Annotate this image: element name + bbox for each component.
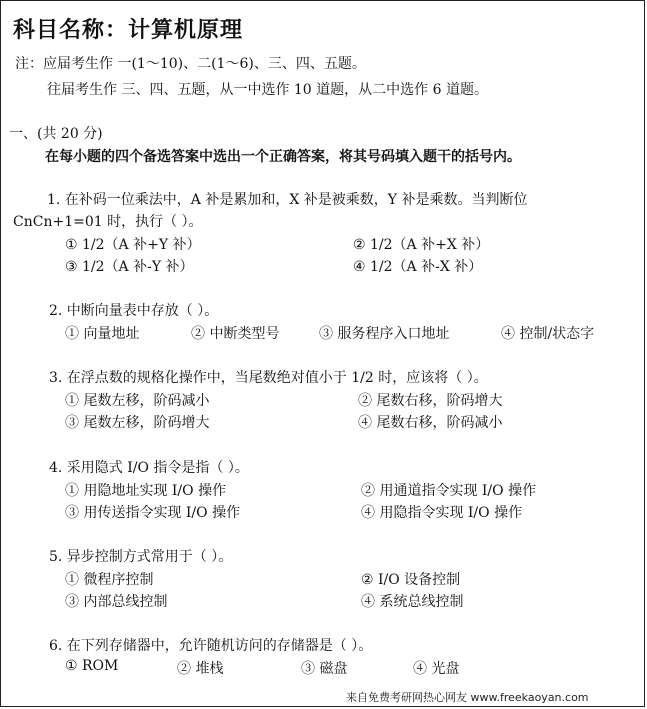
question-1-option-4: ④ 1/2（A 补-X 补） — [353, 259, 483, 275]
question-3-option-3: ③ 尾数左移，阶码增大 — [65, 415, 210, 431]
question-6-option-4: ④ 光盘 — [413, 661, 460, 677]
question-5-option-2: ② I/O 设备控制 — [361, 572, 461, 588]
question-5-option-1: ① 微程序控制 — [65, 572, 154, 588]
question-5-stem: 5. 异步控制方式常用于（ ）。 — [49, 549, 233, 565]
question-2-option-3: ③ 服务程序入口地址 — [319, 326, 450, 342]
question-1-option-3: ③ 1/2（A 补-Y 补） — [65, 259, 194, 275]
question-6-stem: 6. 在下列存储器中，允许随机访问的存储器是（ ）。 — [49, 638, 373, 654]
section-instruction: 在每小题的四个备选答案中选出一个正确答案，将其号码填入题干的括号内。 — [45, 149, 521, 165]
question-4-option-1: ① 用隐地址实现 I/O 操作 — [65, 483, 227, 499]
section-heading: 一、(共 20 分) — [9, 126, 103, 142]
question-1-option-1: ① 1/2（A 补+Y 补） — [65, 237, 201, 253]
question-6-option-2: ② 堆栈 — [177, 661, 224, 677]
question-1-option-2: ② 1/2（A 补+X 补） — [353, 237, 490, 253]
note-line-1: 注：应届考生作 一(1～10)、二(1～6)、三、四、五题。 — [15, 56, 366, 72]
question-1-stem: 1. 在补码一位乘法中，A 补是累加和，X 补是被乘数，Y 补是乘数。当判断位 — [47, 192, 528, 208]
question-1-stem-cont: CnCn+1=01 时，执行（ ）。 — [13, 214, 203, 230]
question-5-option-4: ④ 系统总线控制 — [361, 594, 464, 610]
question-4-stem: 4. 采用隐式 I/O 指令是指（ ）。 — [49, 460, 249, 476]
question-3-option-4: ④ 尾数右移，阶码减小 — [358, 415, 503, 431]
question-5-option-3: ③ 内部总线控制 — [65, 594, 168, 610]
question-3-option-2: ② 尾数右移，阶码增大 — [358, 393, 503, 409]
question-6-option-1: ① ROM — [65, 658, 119, 674]
question-4-option-4: ④ 用隐指令实现 I/O 操作 — [361, 505, 523, 521]
page-title: 科目名称：计算机原理 — [13, 18, 244, 43]
question-2-stem: 2. 中断向量表中存放（ ）。 — [49, 303, 219, 319]
question-3-stem: 3. 在浮点数的规格化操作中，当尾数绝对值小于 1/2 时，应该将（ ）。 — [49, 370, 488, 386]
question-4-option-3: ③ 用传送指令实现 I/O 操作 — [65, 505, 241, 521]
question-6-option-3: ③ 磁盘 — [301, 661, 348, 677]
question-2-option-2: ② 中断类型号 — [191, 326, 280, 342]
question-4-option-2: ② 用通道指令实现 I/O 操作 — [361, 483, 537, 499]
question-2-option-4: ④ 控制/状态字 — [501, 326, 595, 342]
note-line-2: 往届考生作 三、四、五题，从一中选作 10 道题，从二中选作 6 道题。 — [47, 82, 488, 98]
question-3-option-1: ① 尾数左移，阶码减小 — [65, 393, 210, 409]
question-2-option-1: ① 向量地址 — [65, 326, 140, 342]
watermark-footer: 来自免费考研网热心网友 www.freekaoyan.com — [346, 691, 589, 704]
